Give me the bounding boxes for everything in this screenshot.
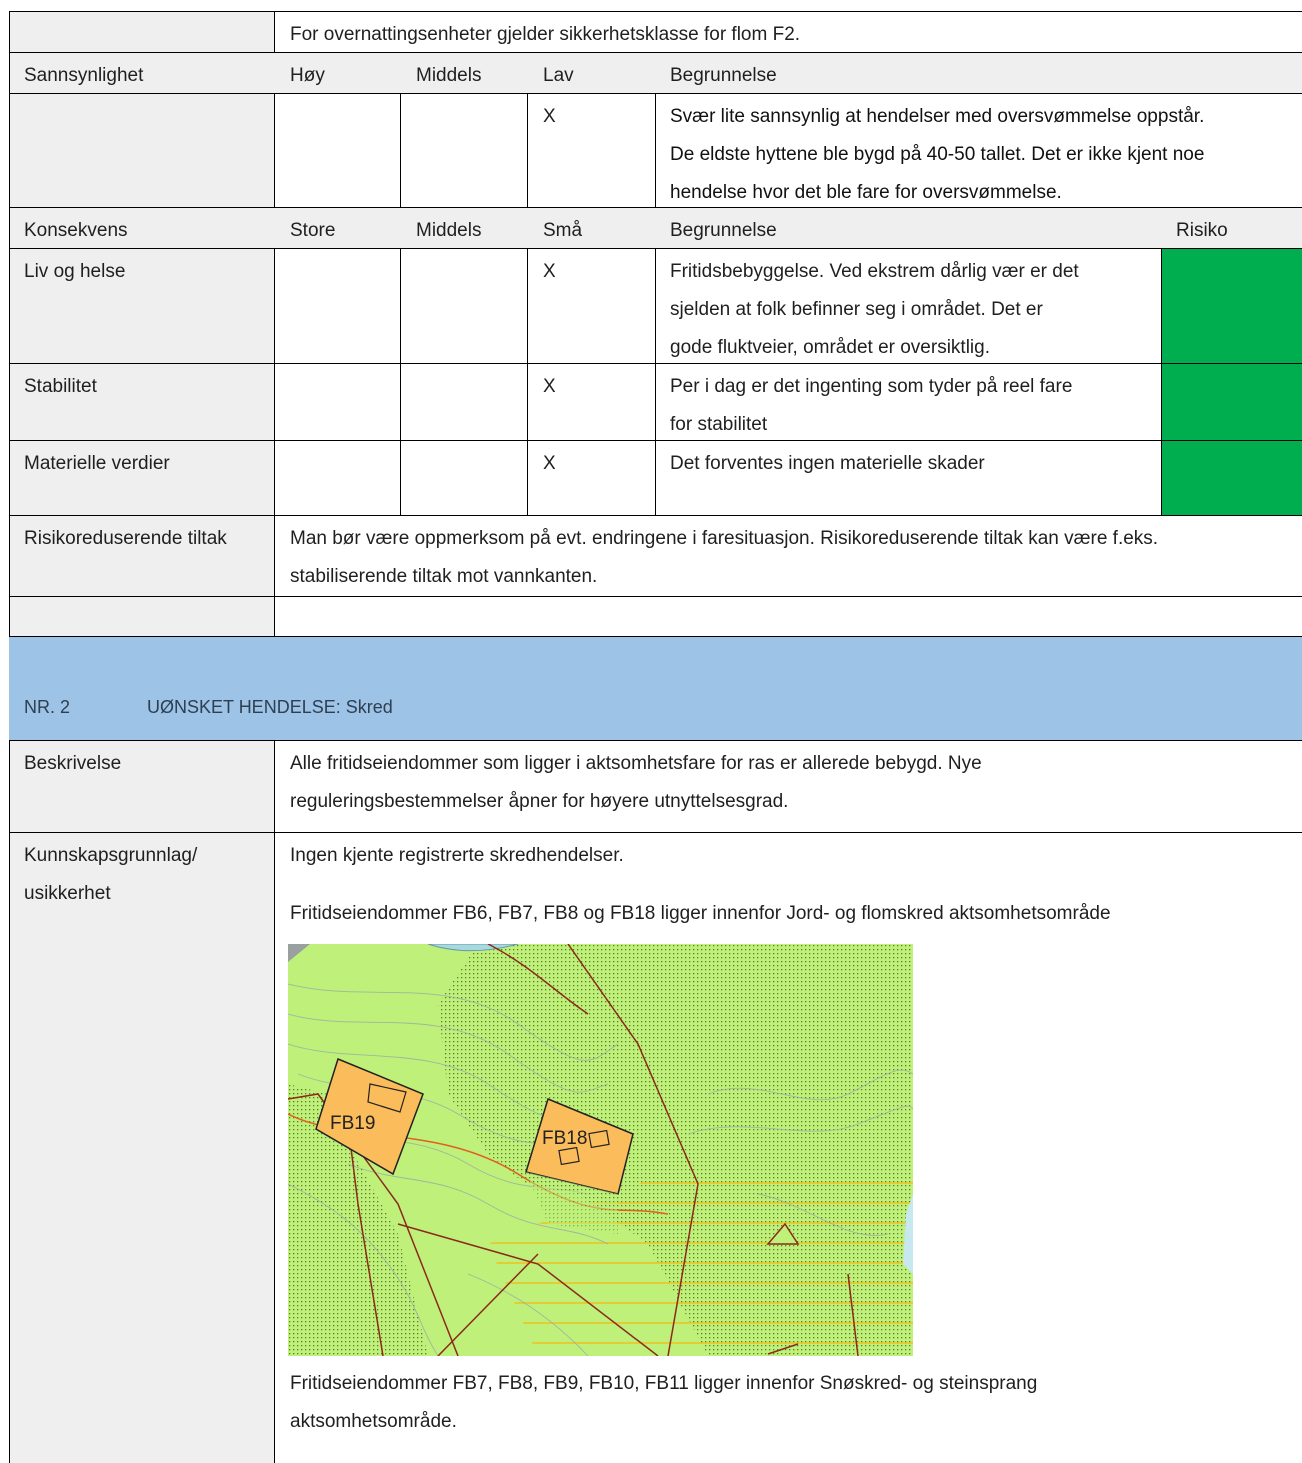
knowledge-label-line: usikkerhet (24, 883, 111, 904)
probability-medium: Middels (416, 65, 482, 86)
label-cell (10, 12, 274, 52)
section-banner (9, 637, 1302, 740)
label-cell (10, 833, 274, 1463)
label-cell (10, 94, 274, 207)
probability-reason-header: Begrunnelse (670, 65, 777, 86)
table-border (274, 11, 275, 636)
map-label: FB18 (542, 1128, 588, 1149)
risk-indicator-green (1162, 441, 1302, 515)
consequence-row-mark: X (543, 376, 556, 397)
table-border (274, 740, 275, 1463)
knowledge-paragraph: Fritidseiendommer FB6, FB7, FB8 og FB18 ligger innenfor Jord- og flomskred aktsomhetsområde (290, 903, 1111, 924)
consequence-large: Store (290, 220, 336, 241)
probability-high: Høy (290, 65, 325, 86)
reason-line: hendelse hvor det ble fare for oversvømmelse. (670, 182, 1062, 203)
probability-low-mark: X (543, 106, 556, 127)
measures-line: Man bør være oppmerksom på evt. endringene i faresituasjon. Risikoreduserende tiltak kan være f.eks. (290, 528, 1159, 549)
measures-line: stabiliserende tiltak mot vannkanten. (290, 566, 598, 587)
consequence-medium: Middels (416, 220, 482, 241)
reason-line: De eldste hyttene ble bygd på 40-50 tallet. Det er ikke kjent noe (670, 144, 1205, 165)
knowledge-label-line: Kunnskapsgrunnlag/ (24, 845, 198, 866)
knowledge-line: aktsomhetsområde. (290, 1411, 457, 1432)
risk-header: Risiko (1176, 220, 1228, 241)
map-label: FB19 (330, 1113, 376, 1134)
section-number: NR. 2 (24, 697, 71, 717)
reason-line: Det forventes ingen materielle skader (670, 453, 985, 474)
knowledge-paragraph: Ingen kjente registrerte skredhendelser. (290, 845, 624, 866)
risk-indicator-green (1162, 249, 1302, 363)
measures-text (280, 512, 1300, 604)
measures-label: Risikoreduserende tiltak (24, 528, 227, 549)
probability-label: Sannsynlighet (24, 65, 144, 86)
hazard-map-image (288, 944, 913, 1356)
consequence-row-label: Stabilitet (24, 376, 97, 397)
reason-line: for stabilitet (670, 414, 768, 435)
table-border (400, 52, 401, 515)
description-line: Alle fritidseiendommer som ligger i aktsomhetsfare for ras er allerede bebygd. Nye (290, 753, 982, 774)
consequence-row-mark: X (543, 453, 556, 474)
probability-reason (660, 90, 1300, 220)
probability-low: Lav (543, 65, 574, 86)
reason-line: Fritidsbebyggelse. Ved ekstrem dårlig vær er det (670, 261, 1079, 282)
consequence-row-label: Liv og helse (24, 261, 126, 282)
reason-line: sjelden at folk befinner seg i området. Det er (670, 299, 1043, 320)
consequence-row-reason (660, 437, 1160, 491)
description-text (280, 737, 1300, 829)
reason-line: gode fluktveier, området er oversiktlig. (670, 337, 990, 358)
table-border (527, 52, 528, 515)
consequence-row-mark: X (543, 261, 556, 282)
description-label: Beskrivelse (24, 753, 122, 774)
label-cell (10, 597, 274, 636)
consequence-row-label: Materielle verdier (24, 453, 170, 474)
knowledge-line: Fritidseiendommer FB7, FB8, FB9, FB10, FB11 ligger innenfor Snøskred- og steinsprang (290, 1373, 1038, 1394)
consequence-small: Små (543, 220, 583, 241)
reason-line: Per i dag er det ingenting som tyder på reel fare (670, 376, 1073, 397)
description-line: reguleringsbestemmelser åpner for høyere utnyttelsesgrad. (290, 791, 789, 812)
consequence-label: Konsekvens (24, 220, 128, 241)
knowledge-label (14, 829, 269, 921)
flood-class-note: For overnattingsenheter gjelder sikkerhetsklasse for flom F2. (290, 24, 801, 45)
reason-line: Svær lite sannsynlig at hendelser med oversvømmelse oppstår. (670, 106, 1205, 127)
section-title: UØNSKET HENDELSE: Skred (147, 697, 393, 717)
consequence-reason-header: Begrunnelse (670, 220, 777, 241)
table-border (655, 52, 656, 515)
consequence-row-reason (660, 245, 1160, 375)
knowledge-paragraph (280, 1357, 1300, 1449)
risk-indicator-green (1162, 364, 1302, 440)
